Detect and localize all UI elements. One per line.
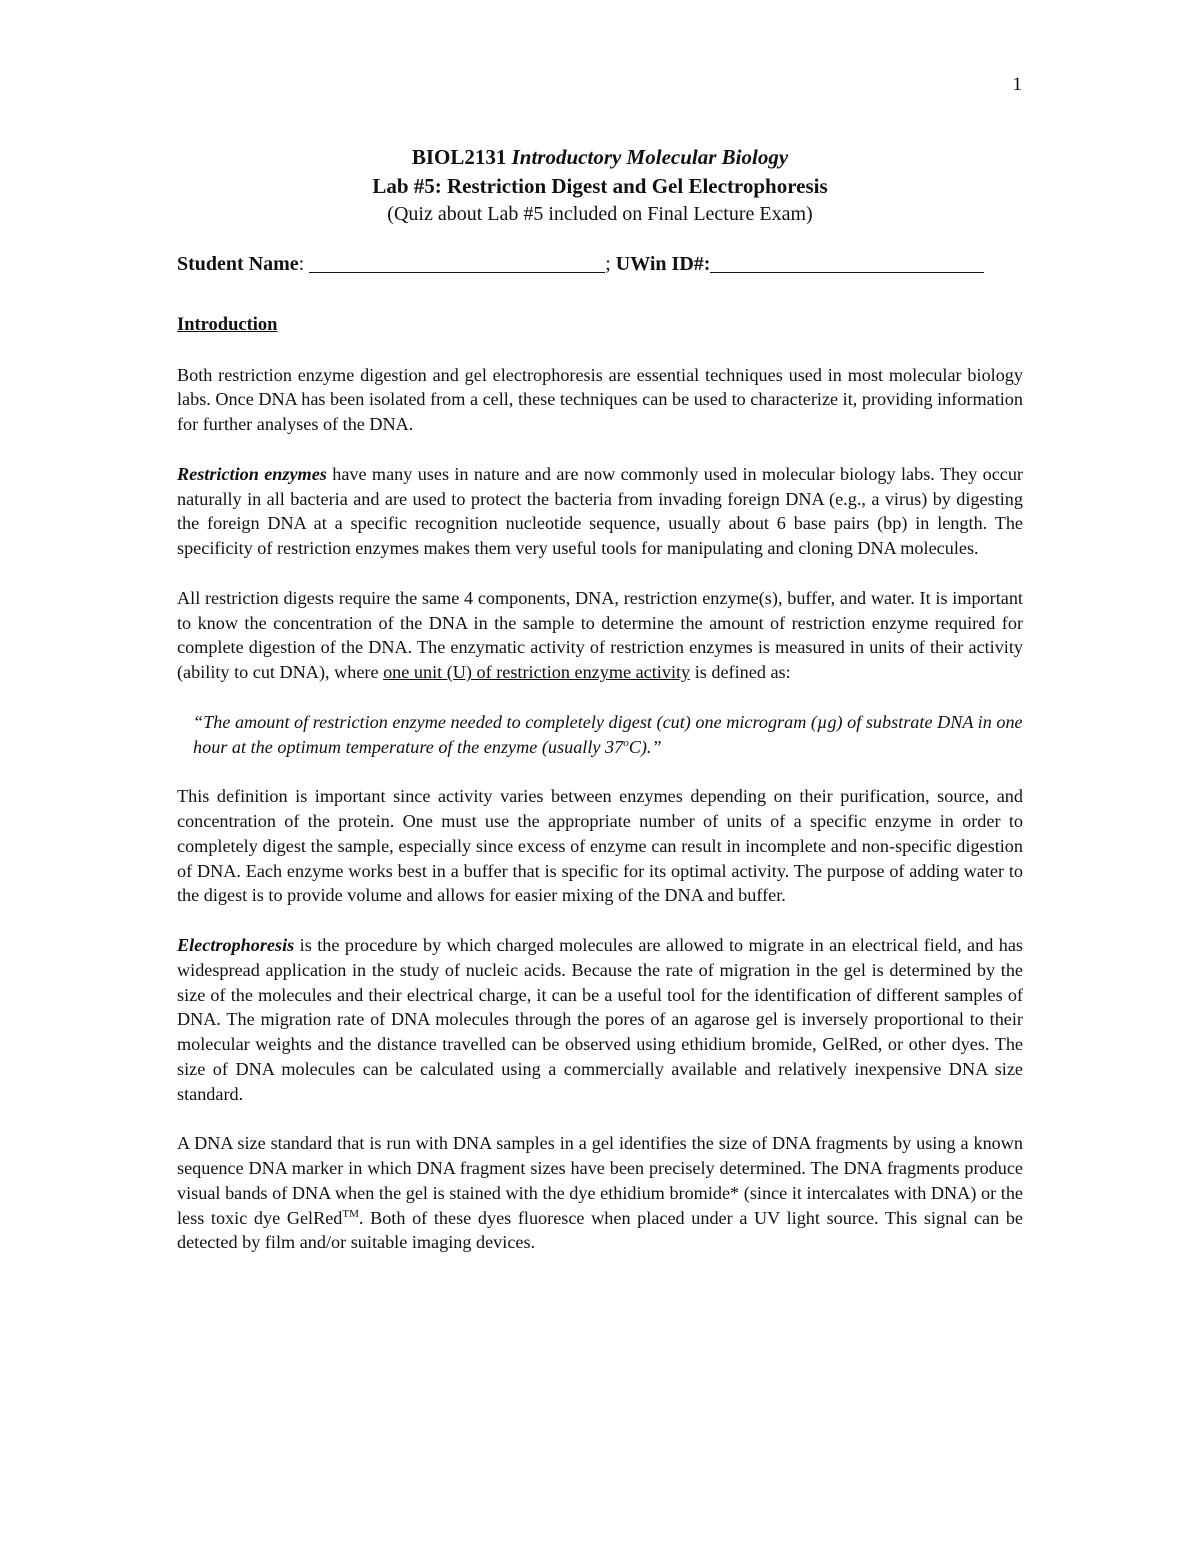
student-name-blank[interactable] bbox=[309, 252, 605, 273]
unit-definition-term: one unit (U) of restriction enzyme activity bbox=[383, 662, 691, 683]
paragraph-electrophoresis bbox=[177, 933, 1023, 1107]
introduction-section bbox=[177, 313, 1023, 1280]
paragraph-size-standard-end: . Both of these dyes fluoresce when placed under a UV light source. This signal can be detected by film and/or suitable imaging devices. bbox=[177, 1207, 1024, 1253]
uwin-id-label: UWin ID#: bbox=[615, 253, 711, 275]
term-restriction-enzymes: Restriction enzymes bbox=[177, 463, 327, 484]
degree-superscript: o bbox=[623, 736, 629, 749]
paragraph-size-standard bbox=[177, 1131, 1023, 1255]
paragraph-restriction-enzymes-text: have many uses in nature and are now commonly used in molecular biology labs. They occur naturally in all bacteria and are used to protect the bacteria from invading foreign DNA (e.g., a virus) by digesting the foreign DNA at a specific recognition nucleotide sequence, usually about 6 base pairs (bp) in length. The specificity of restriction enzymes makes them very useful tools for manipulating and cloning DNA molecules. bbox=[177, 463, 1023, 559]
lab-title-text: Lab #5: Restriction Digest and Gel Electrophoresis bbox=[372, 174, 828, 198]
paragraph-size-standard-start: A DNA size standard that is run with DNA samples in a gel identifies the size of DNA fragments by using a known sequence DNA marker in which DNA fragment sizes have been precisely determined. The DNA fragments produce visual bands of DNA when the gel is stained with the dye ethidium bromide* (since it intercalates with DNA) or the less toxic dye GelRed bbox=[177, 1133, 1023, 1228]
unit-definition-quote bbox=[193, 710, 1023, 760]
student-name-label: Student Name bbox=[177, 253, 299, 275]
term-electrophoresis: Electrophoresis bbox=[177, 934, 295, 955]
paragraph-digests-start: All restriction digests require the same 4 components, DNA, restriction enzyme(s), buffer, and water. It is important to know the concentration of the DNA in the sample to determine the amount of restriction enzyme required for complete digestion of the DNA. The enzymatic activity of restriction enzymes is measured in units of their activity (ability to cut DNA), where bbox=[177, 587, 1023, 683]
paragraph-restriction-digests bbox=[177, 586, 1023, 685]
student-name-colon: : bbox=[298, 253, 305, 275]
page-number: 1 bbox=[1012, 74, 1022, 95]
paragraph-digests-end: is defined as: bbox=[690, 662, 791, 683]
student-info-row bbox=[177, 252, 1023, 276]
course-code: BIOL2131 bbox=[411, 145, 507, 169]
section-heading-introduction: Introduction bbox=[177, 315, 278, 335]
paragraph-electrophoresis-text: is the procedure by which charged molecules are allowed to migrate in an electrical field, and has widespread application in the study of nucleic acids. Because the rate of migration in the gel is determined by the size of the molecules and their electrical charge, it can be a useful tool for the identification of different samples of DNA. The migration rate of DNA molecules through the pores of an agarose gel is inversely proportional to their molecular weights and the distance travelled can be observed using ethidium bromide, GelRed, or other dyes. The size of DNA molecules can be calculated using a commercially available and relatively inexpensive DNA size standard. bbox=[177, 934, 1023, 1104]
uwin-id-blank[interactable] bbox=[710, 252, 984, 273]
paragraph-intro: Both restriction enzyme digestion and gel electrophoresis are essential techniques used in most molecular biology labs. Once DNA has been isolated from a cell, these techniques can be used to characterize it, providing information for further analyses of the DNA. bbox=[177, 364, 1023, 435]
lab-title bbox=[177, 172, 1023, 201]
course-title bbox=[177, 143, 1023, 172]
trademark-superscript: TM bbox=[342, 1207, 359, 1220]
row-separator: ; bbox=[605, 253, 611, 275]
document-header bbox=[177, 143, 1023, 228]
quote-end: C).” bbox=[628, 736, 662, 757]
paragraph-definition-importance: This definition is important since activity varies between enzymes depending on their purification, source, and concentration of the protein. One must use the appropriate number of units of a specific enzyme in order to completely digest the sample, especially since excess of enzyme can result in incomplete and non-specific digestion of DNA. Each enzyme works best in a buffer that is specific for its optimal activity. The purpose of adding water to the digest is to provide volume and allows for easier mixing of the DNA and buffer. bbox=[177, 786, 1023, 906]
course-name: Introductory Molecular Biology bbox=[511, 145, 789, 169]
paragraph-restriction-enzymes bbox=[177, 462, 1023, 561]
quote-start: “The amount of restriction enzyme needed to completely digest (cut) one microgram (µg) of substrate DNA in one hour at the optimum temperature of the enzyme (usually 37 bbox=[193, 711, 1023, 757]
quiz-note: (Quiz about Lab #5 included on Final Lecture Exam) bbox=[387, 203, 813, 225]
